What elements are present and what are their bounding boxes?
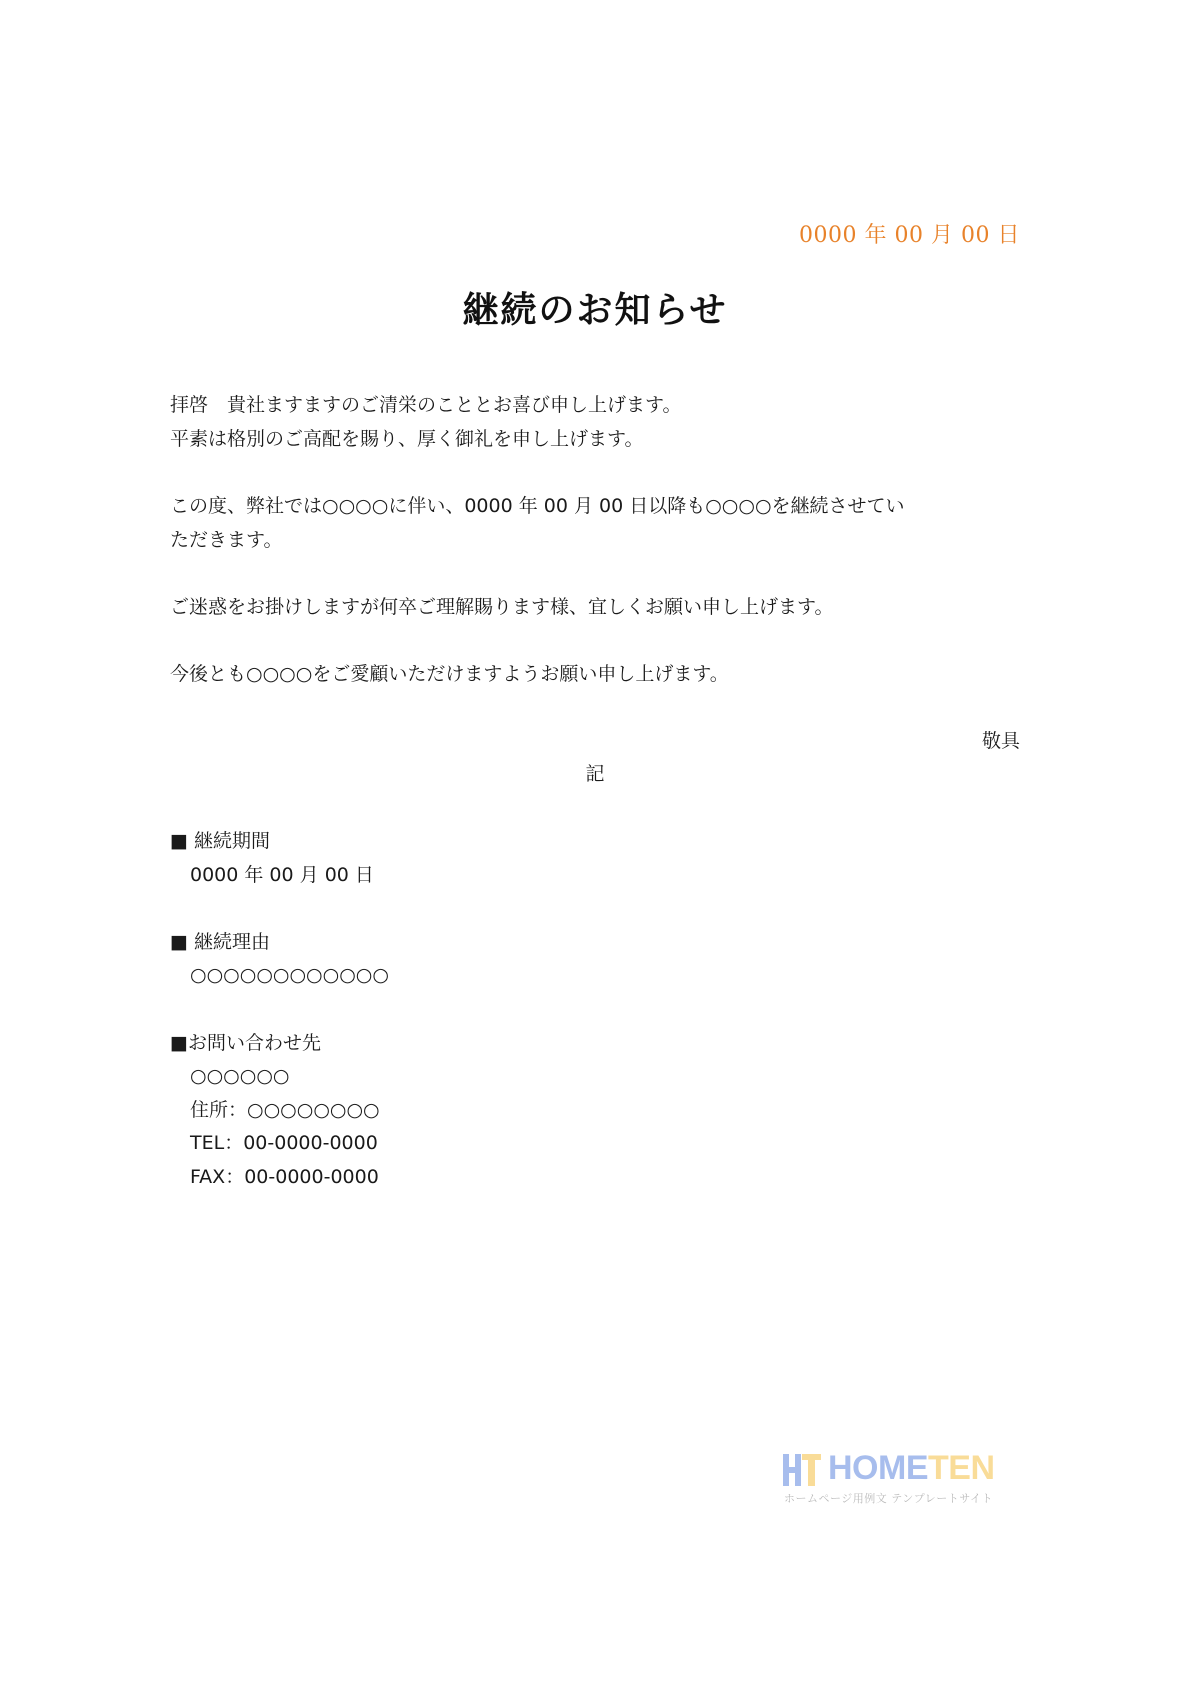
reason-heading: ■ 継続理由 [170,931,270,953]
hometen-logo-subtitle: ホームページ用例文 テンプレートサイト [784,1492,994,1505]
contact-fax: FAX：00-0000-0000 [190,1166,379,1188]
hometen-logo-wordmark: HOMETEN [828,1449,995,1487]
hometen-logo-icon [782,1452,822,1488]
paragraph-1-line-1: この度、弊社では○○○○に伴い、0000 年 00 月 00 日以降も○○○○を継続させてい [170,495,905,517]
greeting-line-2: 平素は格別のご高配を賜り、厚く御礼を申し上げます。 [170,428,644,450]
ki-marker: 記 [585,763,605,785]
closing-keigu: 敬具 [981,730,1020,752]
document-title: 継続のお知らせ [462,289,728,331]
hometen-logo [782,1448,1012,1506]
contact-tel: TEL：00-0000-0000 [190,1132,378,1154]
contact-name: ○○○○○○ [190,1065,290,1087]
paragraph-1-line-2: ただきます。 [170,529,283,551]
paragraph-3: 今後とも○○○○をご愛顧いただけますようお願い申し上げます。 [170,663,729,685]
paragraph-2: ご迷惑をお掛けしますが何卒ご理解賜ります様、宜しくお願い申し上げます。 [170,596,834,618]
contact-heading: ■お問い合わせ先 [170,1032,321,1054]
contact-address: 住所：○○○○○○○○ [190,1099,380,1121]
greeting-line-1: 拝啓 貴社ますますのご清栄のこととお喜び申し上げます。 [170,394,682,416]
reason-value: ○○○○○○○○○○○○ [190,964,389,986]
document-date: 0000 年 00 月 00 日 [799,223,1020,248]
period-heading: ■ 継続期間 [170,830,270,852]
period-value: 0000 年 00 月 00 日 [190,864,374,886]
